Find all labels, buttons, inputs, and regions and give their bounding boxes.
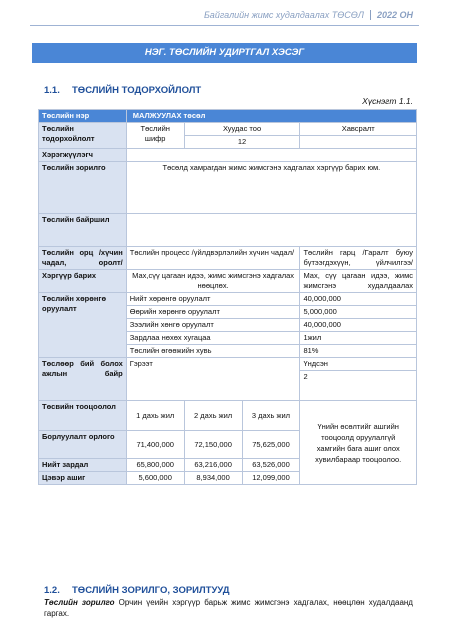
project-definition-table bbox=[38, 109, 417, 485]
header-doc-title: Байгалийн жимс худалдаалах ТӨСӨЛ bbox=[203, 10, 364, 20]
cost-value: 63,216,000 bbox=[184, 459, 242, 472]
contract-label: Гэрээт bbox=[126, 358, 300, 401]
funding-row-label: Зардлаа нөхөх хугацаа bbox=[126, 332, 300, 345]
table-row bbox=[39, 149, 417, 162]
page-header bbox=[204, 10, 413, 20]
section-heading-1-2 bbox=[44, 585, 230, 596]
cost-value: 63,526,000 bbox=[242, 459, 300, 472]
profit-value: 8,934,000 bbox=[184, 472, 242, 485]
funding-row-value: 40,000,000 bbox=[300, 293, 417, 306]
profit-label: Цэвэр ашиг bbox=[39, 472, 127, 485]
year-header: 2 дахь жил bbox=[184, 401, 242, 431]
funding-row-value: 1жил bbox=[300, 332, 417, 345]
profit-value: 12,099,000 bbox=[242, 472, 300, 485]
build-result: Мах, сүү цагаан идээ, жимс жимсгэнэ худалдаалах bbox=[300, 270, 417, 293]
code-label: Төслийн шифр bbox=[126, 123, 184, 149]
project-name-label: Төслийн нэр bbox=[39, 110, 127, 123]
funding-row-value: 81% bbox=[300, 345, 417, 358]
header-year: 2022 ОН bbox=[370, 10, 413, 20]
pages-value: 12 bbox=[184, 136, 300, 149]
table-row bbox=[39, 162, 417, 214]
funding-row-label: Зээлийн хөнгө оруулалт bbox=[126, 319, 300, 332]
appendix-value bbox=[300, 136, 417, 149]
build-value: Мах,сүү цагаан идээ, жимс жимсгэнэ хадгалах нөөцлөх. bbox=[126, 270, 300, 293]
funding-row-label: Өөрийн хөрөнгө оруулалт bbox=[126, 306, 300, 319]
definition-label: Төслийн тодорхойлолт bbox=[39, 123, 127, 149]
header-divider bbox=[30, 25, 419, 26]
table-row bbox=[39, 270, 417, 293]
section-number: 1.1. bbox=[44, 85, 60, 96]
implementer-value bbox=[126, 149, 416, 162]
calc-note: Үнийн өсөлтийг ашгийн тооцоолд оруулалгүй хамгийн бага ашиг олох хувилбараар тооцоолоо. bbox=[300, 401, 417, 485]
implementer-label: Хэрэгжүүлэгч bbox=[39, 149, 127, 162]
funding-row-label: Төслийн өгөөжийн хувь bbox=[126, 345, 300, 358]
table-row bbox=[39, 214, 417, 247]
project-name-value: МАЛЖУУЛАХ төсөл bbox=[126, 110, 416, 123]
permanent-label: Үндсэн bbox=[300, 358, 417, 371]
goal-label: Төслийн зорилго bbox=[39, 162, 127, 214]
sales-value: 72,150,000 bbox=[184, 431, 242, 459]
cost-label: Нийт зардал bbox=[39, 459, 127, 472]
section-number: 1.2. bbox=[44, 585, 60, 596]
table-row bbox=[39, 110, 417, 123]
build-label: Хэргүүр барих bbox=[39, 270, 127, 293]
sales-label: Борлуулалт орлого bbox=[39, 431, 127, 459]
funding-row-value: 40,000,000 bbox=[300, 319, 417, 332]
appendix-label: Хавсралт bbox=[300, 123, 417, 136]
section-title: ТӨСЛИЙН ЗОРИЛГО, ЗОРИЛТУУД bbox=[72, 585, 230, 596]
location-label: Төслийн байршил bbox=[39, 214, 127, 247]
year-header: 1 дахь жил bbox=[126, 401, 184, 431]
jobs-label: Төслөөр бий болох ажлын байр bbox=[39, 358, 127, 401]
table-row bbox=[39, 247, 417, 270]
permanent-value: 2 bbox=[300, 371, 417, 401]
chapter-banner: НЭГ. ТӨСЛИЙН УДИРТГАЛ ХЭСЭГ bbox=[32, 43, 417, 63]
calc-label: Төсвийн тооцоолол bbox=[39, 401, 127, 431]
section-heading-1-1 bbox=[44, 85, 201, 96]
funding-row-value: 5,000,000 bbox=[300, 306, 417, 319]
sales-value: 75,625,000 bbox=[242, 431, 300, 459]
year-header: 3 дахь жил bbox=[242, 401, 300, 431]
table-caption: Хүснэгт 1.1. bbox=[362, 96, 413, 106]
goal-value: Төсөлд хамрагдан жимс жимсгэнэ хадгалах хэргүүр барих юм. bbox=[126, 162, 416, 214]
sales-value: 71,400,000 bbox=[126, 431, 184, 459]
para-lead: Төслийн зорилго bbox=[44, 598, 115, 607]
funding-row-label: Нийт хөрөнгө оруулалт bbox=[126, 293, 300, 306]
funding-label: Төслийн хөрөнгө оруулалт bbox=[39, 293, 127, 358]
profit-value: 5,600,000 bbox=[126, 472, 184, 485]
inputs-label: Төслийн орц /хүчин чадал, оролт/ bbox=[39, 247, 127, 270]
body-paragraph bbox=[44, 597, 413, 619]
para-body: Орчин үеийн хэргүүр барьж жимс жимсгэнэ хадгалах, нөөцлөн худалдаанд гаргах. bbox=[44, 598, 413, 618]
table-row bbox=[39, 293, 417, 306]
table-row bbox=[39, 358, 417, 371]
table-row bbox=[39, 401, 417, 431]
table-row bbox=[39, 123, 417, 136]
pages-label: Хуудас тоо bbox=[184, 123, 300, 136]
outputs-value: Төслийн гарц /Гаралт буюу бүтээгдэхүүн, үйлчилгээ/ bbox=[300, 247, 417, 270]
location-value bbox=[126, 214, 416, 247]
cost-value: 65,800,000 bbox=[126, 459, 184, 472]
section-title: ТӨСЛИЙН ТОДОРХОЙЛОЛТ bbox=[72, 85, 202, 96]
inputs-value: Төслийн процесс /үйлдвэрлэлийн хүчин чадал/ bbox=[126, 247, 300, 270]
